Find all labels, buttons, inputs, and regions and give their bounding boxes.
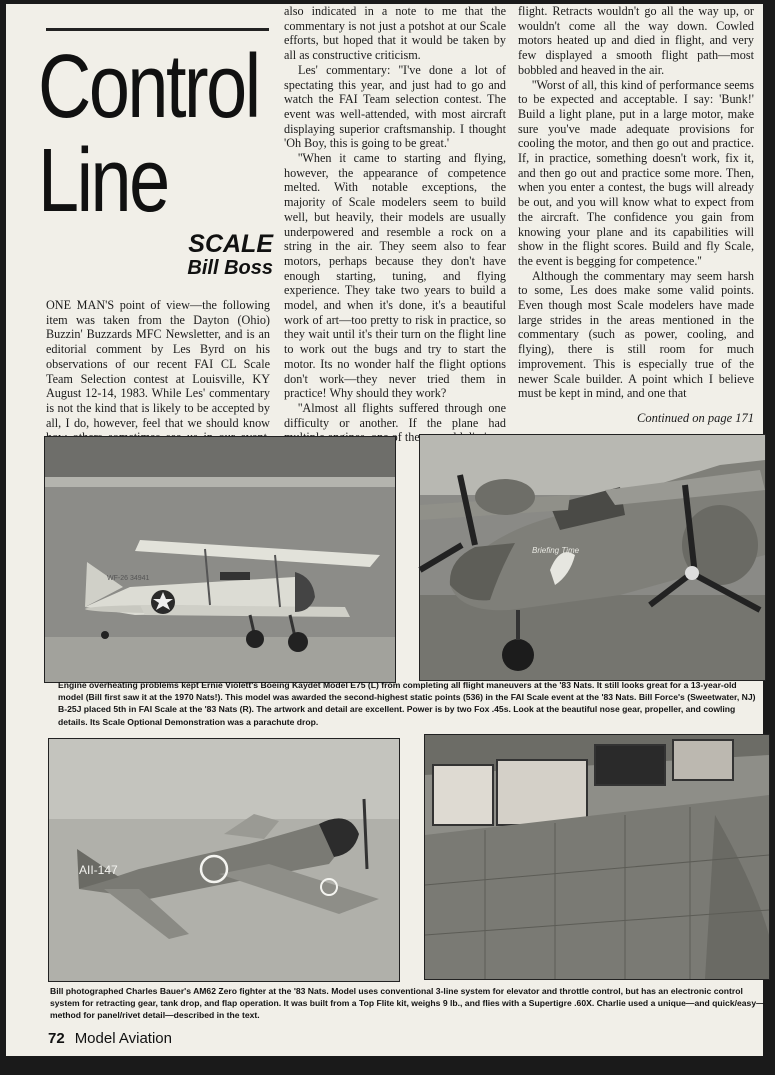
column-2 (284, 4, 506, 445)
photo-zero-fighter (48, 738, 400, 982)
zero-tail-code: AII-147 (79, 863, 118, 877)
col3-paragraph-1: flight. Retracts wouldn't go all the way up, or wouldn't come all the way down. Cowled motors heated up and died in flight, and very few displayed a smooth flight path—most bobbled and heaved in the air. (518, 4, 754, 77)
caption-top-photos: Engine overheating problems kept Ernie Violett's Boeing Kaydet Model E75 (L) from completing all flight maneuvers at the '83 Nats. It still looks great for a 13-year-old model (Bill first saw it at the 1970 Nats!). This model was awarded the second-highest static points (536) in the FAI Scale event at the '83 Nats. Bill Force's (Sweetwater, NJ) B-25J placed 5th in FAI Scale at the '83 Nats (R). The artwork and detail are excellent. Power is by two Fox .45s. Look at the beautiful nose gear, propeller, and cowling details. Its Scale Optional Demonstration was a parachute drop. (58, 680, 756, 727)
col3-paragraph-3: Although the commentary may seem harsh to some, Les does make some valid points. Even though most Scale modelers have made large strides in the areas mentioned in the commentary (such as power, cooling, and flying), there is still room for much improvement. This is especially true of the newer Scale builder. A point which I believe must be kept in mind, and one that (518, 268, 754, 401)
col2-paragraph-2: Les' commentary: ''I've done a lot of spectating this year, and just had to go and watch the FAI Team selection contest. The event was well-attended, with most aircraft displaying superior craftsmanship. I thought 'Oh Boy, this is going to be great.' (284, 62, 506, 151)
col3-paragraph-2: ''Worst of all, this kind of performance seems to be expected and acceptable. I say: 'Bunk!' Build a light plane, put in a large motor, make sure you've made adequate provisions for cooling the motor, and then go out and practice. If, in practice, something doesn't work, fix it, and then go out and practice some more. Then, when you enter a contest, the bugs will already be out, and you will know what to expect from the aircraft. The confidence you gain from knowing your plane and its capabilities will show in the flight scores. Build and fly Scale, the event is begging for competence.'' (518, 77, 754, 268)
col2-paragraph-3: ''When it came to starting and flying, however, the appearance of competence melted. With notable exceptions, the majority of Scale modelers seem to build well, but heavily, their models are usually underpowered and resemble a rock on a string in the air. They seem also to fear motors, perhaps because they don't have enough starting, tuning, and flying experience. They take two years to build a model, and when it's done, it's a beautiful work of art—too pretty to risk in practice, so they wait until it's their turn on the flight line to work out the bugs and try to start the motor. Its no wonder half the flight options don't work—they never tried them in practice! Why should they work? (284, 151, 506, 401)
page-number: 72 (48, 1030, 65, 1047)
byline: Bill Boss (187, 257, 273, 279)
photo-panel-detail (424, 734, 770, 980)
biplane-marking: WF-26 34941 (107, 575, 150, 582)
col2-paragraph-4: ''Almost all flights suffered through one difficulty or another. If the plane had of them (284, 400, 506, 445)
col1-paragraph-1: ONE MAN'S point of view—the following item was taken from the Dayton (Ohio) Buzzin' Buzzards MFC Newsletter, and is an editorial comment by Les Byrd on his observations of our recent FAI CL Scale Team Selection contest at Louisville, KY August 12-14, 1983. While Les' commentary is not the kind that is likely to be accepted by all, I do, however, feel that we should know (46, 298, 270, 430)
title-line-1: Control (38, 37, 259, 137)
magazine-page (6, 4, 763, 1056)
caption-bottom-photos: Bill photographed Charles Bauer's AM62 Zero fighter at the '83 Nats. Model uses conventional 3-line system for elevator and throttle control, but has an electronic control system for retracting gear, tank drop, and flap operation. It was built from a Top Flite kit, weighs 9 lb., and flies with a Supertigre .60X. Charlie used a unique—and quick/easy—method for panel/rivet detail—described in the text. (50, 986, 765, 1021)
column-3 (518, 4, 754, 414)
photo-biplane (44, 436, 396, 683)
column-1 (46, 298, 270, 434)
col2-paragraph-1: also indicated in a note to me that the commentary is not just a potshot at our Scale efforts, but hoped that it would be taken by all as constructive criticism. (284, 4, 506, 63)
bomber-nose-art: Briefing Time (532, 546, 580, 555)
title-line-2: Line (38, 131, 168, 231)
magazine-name: Model Aviation (74, 1030, 172, 1047)
continued-note: Continued on page 171 (636, 411, 754, 425)
photo-bomber (419, 434, 766, 681)
title-rule (46, 28, 269, 31)
page-footer (48, 1030, 172, 1047)
subtitle: SCALE (188, 230, 273, 258)
